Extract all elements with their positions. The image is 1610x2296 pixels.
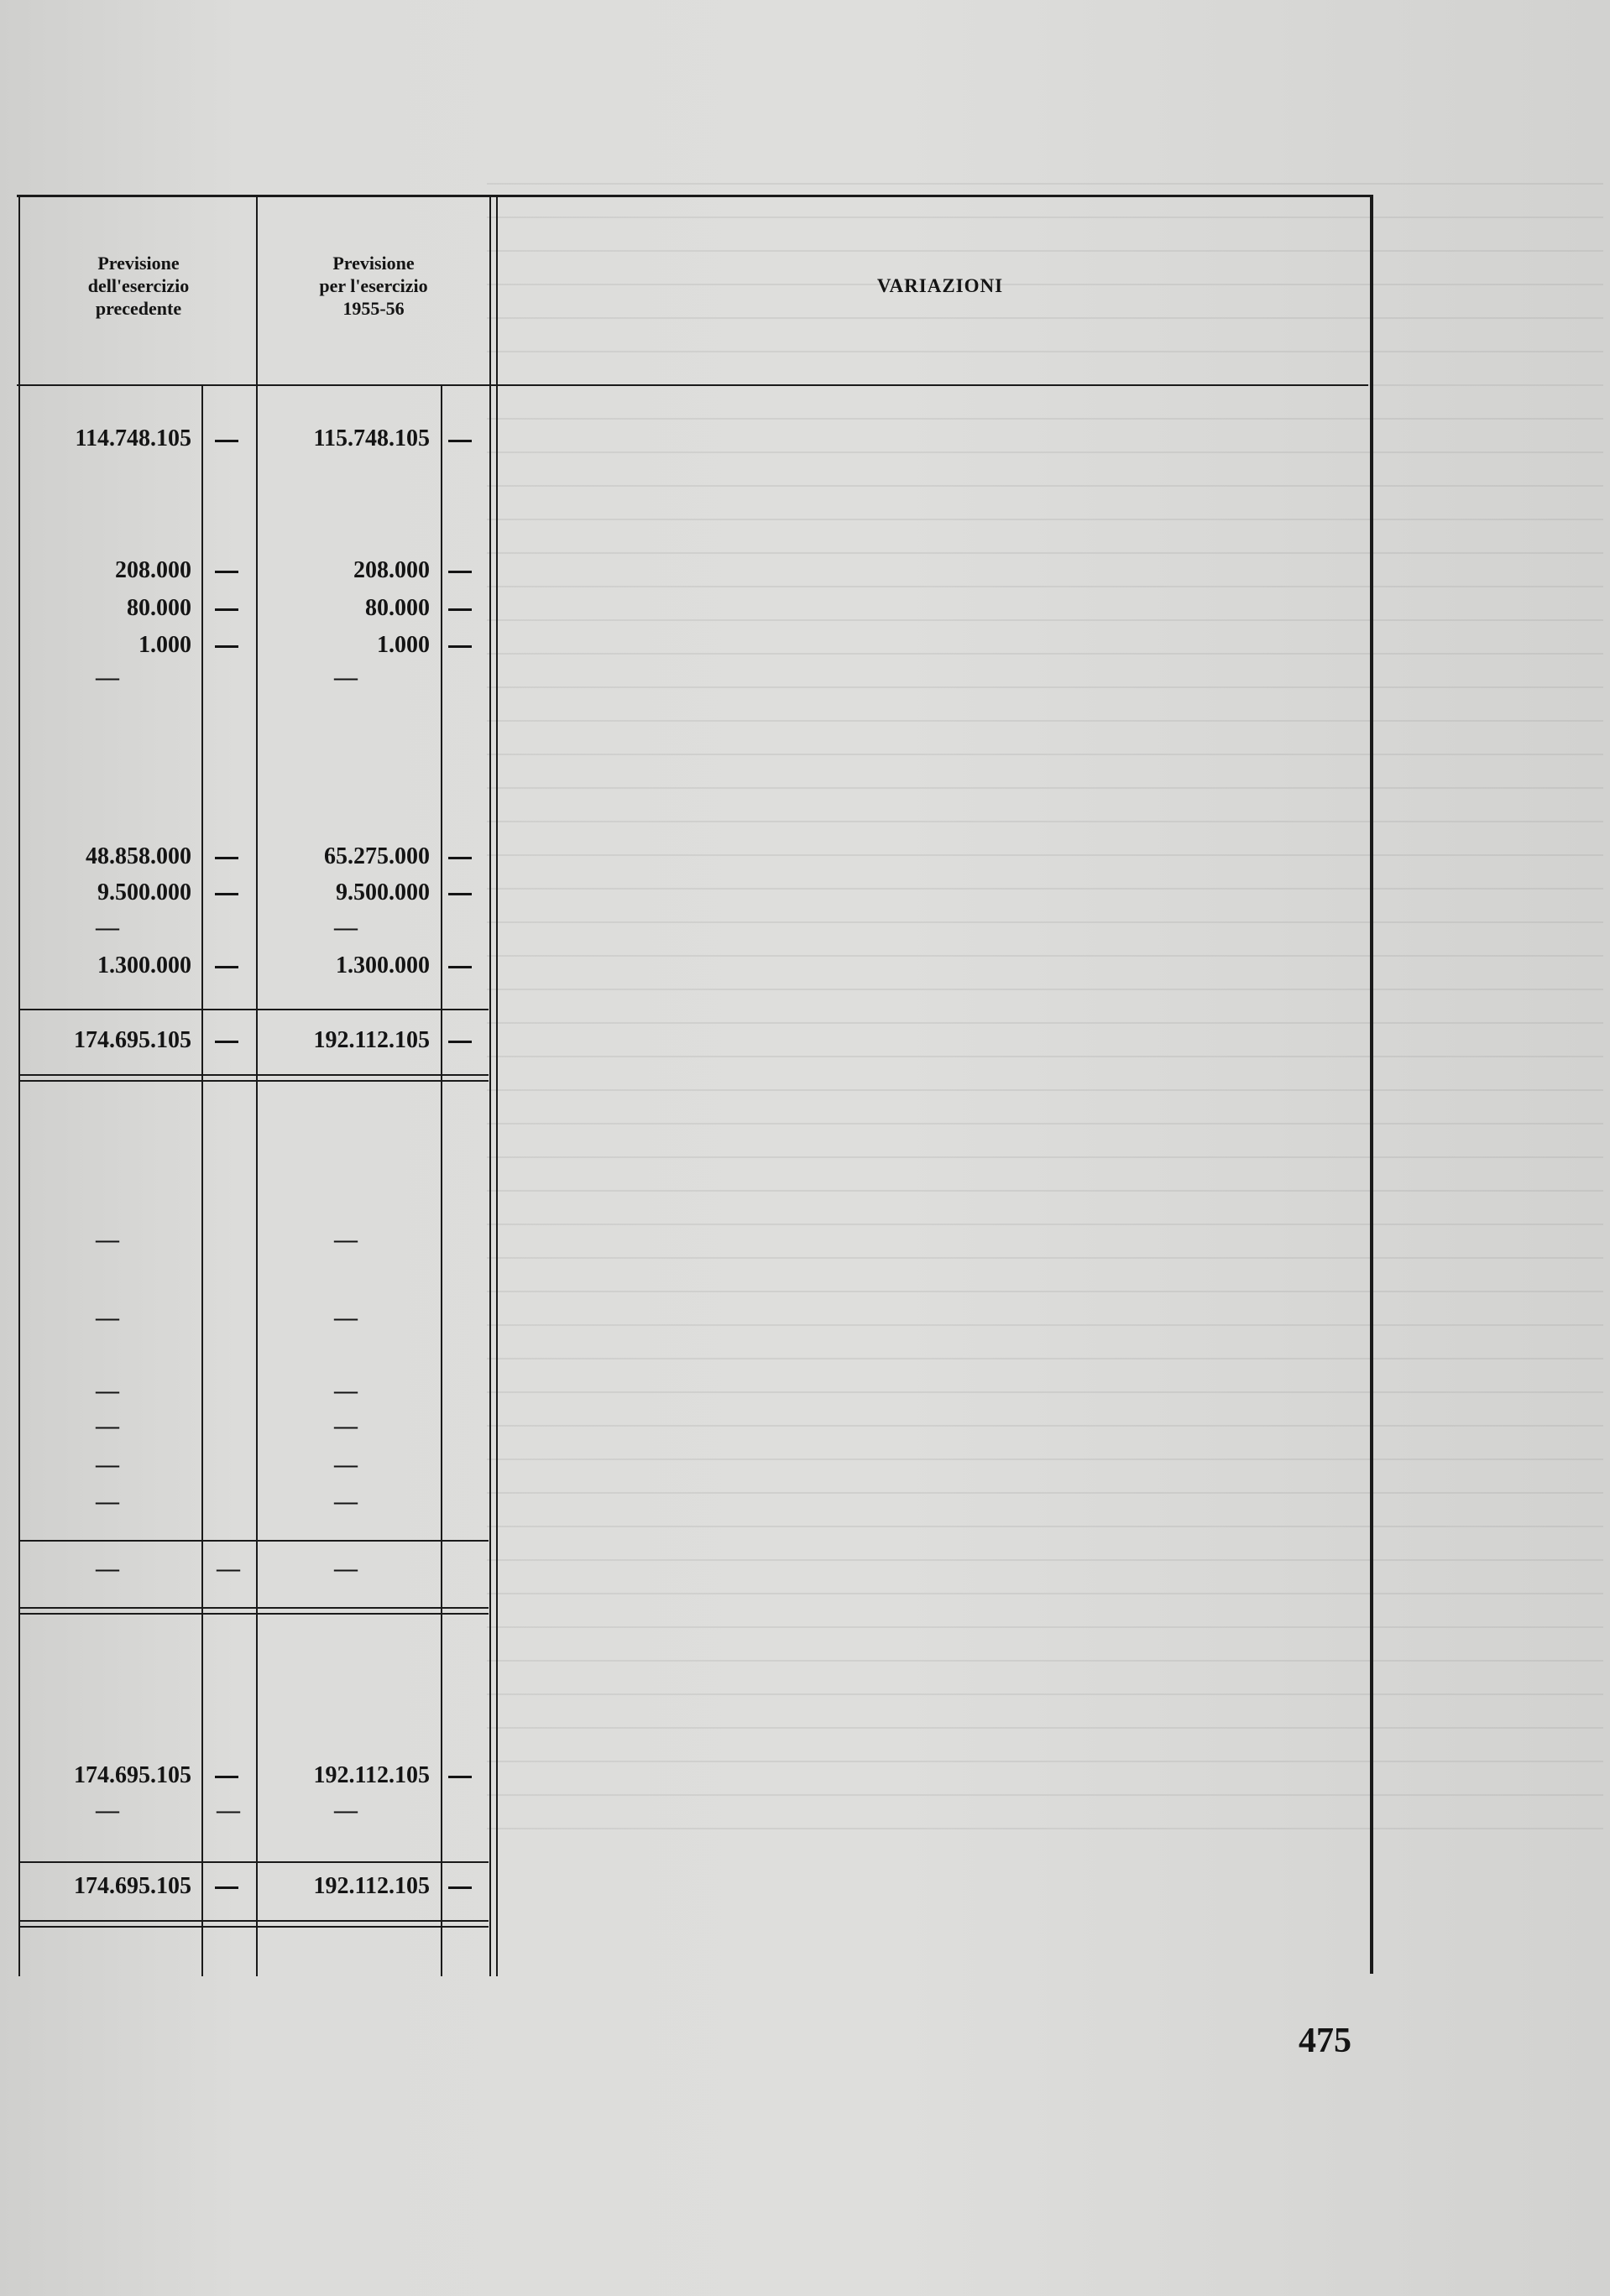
header-bottom-border <box>17 384 1368 386</box>
row9-dash-a <box>215 966 238 968</box>
row2-dash-b <box>448 571 472 573</box>
row7-prev: 9.500.000 <box>97 879 191 905</box>
row3-dash-a <box>215 608 238 611</box>
row4-dash-b <box>448 645 472 648</box>
row16-prev: — <box>96 1798 119 1824</box>
subtotal1-curr: 192.112.105 <box>313 1027 430 1053</box>
total1-curr: 192.112.105 <box>313 1762 430 1788</box>
row14-curr: — <box>334 1452 358 1478</box>
row14-prev: — <box>96 1452 119 1478</box>
page-number: 475 <box>1299 2022 1351 2060</box>
row1-dash-a <box>215 440 238 442</box>
row3-dash-b <box>448 608 472 611</box>
col-sep-b <box>256 197 258 1976</box>
total1-dash-a <box>215 1776 238 1778</box>
row11-prev: — <box>96 1305 119 1331</box>
bleed-through-text <box>487 151 1603 1829</box>
row1-curr: 115.748.105 <box>313 425 430 451</box>
row11-curr: — <box>334 1305 358 1331</box>
subtotal1-top-rule <box>18 1009 489 1010</box>
total1-dash-b <box>448 1776 472 1778</box>
total2-bottom-rule-1 <box>18 1920 489 1922</box>
row2-dash-a <box>215 571 238 573</box>
header-col2-line1: Previsione <box>332 253 415 274</box>
header-col2-line2: per l'esercizio <box>319 275 428 296</box>
row12-prev: — <box>96 1378 119 1404</box>
header-col2-line3: 1955-56 <box>342 298 405 319</box>
total1-prev: 174.695.105 <box>74 1762 191 1788</box>
row15-prev: — <box>96 1489 119 1515</box>
left-border <box>18 197 20 1976</box>
row8-curr: — <box>334 915 358 941</box>
subtotal1-dash-a <box>215 1041 238 1043</box>
total2-top-rule <box>18 1861 489 1863</box>
header-current-estimate <box>269 252 478 320</box>
row8-prev: — <box>96 915 119 941</box>
col-sep-a <box>201 386 203 1976</box>
header-variazioni: VARIAZIONI <box>876 275 1004 296</box>
header-col1-line3: precedente <box>95 298 182 319</box>
header-col1-line2: dell'esercizio <box>87 275 190 296</box>
row1-dash-b <box>448 440 472 442</box>
row7-dash-b <box>448 893 472 895</box>
subtotal2-bottom-rule-1 <box>18 1607 489 1609</box>
row6-prev: 48.858.000 <box>86 843 191 869</box>
header-previous-estimate <box>34 252 243 320</box>
row3-curr: 80.000 <box>365 595 430 621</box>
row4-dash-a <box>215 645 238 648</box>
row7-dash-a <box>215 893 238 895</box>
row6-curr: 65.275.000 <box>324 843 430 869</box>
row6-dash-a <box>215 857 238 859</box>
row2-prev: 208.000 <box>115 557 191 583</box>
total2-dash-a <box>215 1886 238 1889</box>
subtotal1-dash-b <box>448 1041 472 1043</box>
row15-curr: — <box>334 1489 358 1515</box>
subtotal2-curr: — <box>334 1556 358 1582</box>
total2-prev: 174.695.105 <box>74 1873 191 1899</box>
row16-curr: — <box>334 1798 358 1824</box>
subtotal2-bottom-rule-2 <box>18 1613 489 1615</box>
row4-prev: 1.000 <box>139 632 191 658</box>
subtotal2-mid: — <box>217 1556 240 1582</box>
row7-curr: 9.500.000 <box>336 879 430 905</box>
col-sep-d2 <box>496 197 498 1976</box>
subtotal1-prev: 174.695.105 <box>74 1027 191 1053</box>
row3-prev: 80.000 <box>127 595 191 621</box>
row13-prev: — <box>96 1413 119 1439</box>
right-border <box>1370 195 1373 1974</box>
col-sep-d1 <box>489 197 491 1976</box>
row9-curr: 1.300.000 <box>336 952 430 978</box>
row1-prev: 114.748.105 <box>75 425 191 451</box>
subtotal1-bottom-rule-2 <box>18 1080 489 1082</box>
row6-dash-b <box>448 857 472 859</box>
row12-curr: — <box>334 1378 358 1404</box>
row4-curr: 1.000 <box>377 632 430 658</box>
col-sep-c <box>441 386 442 1976</box>
row2-curr: 208.000 <box>353 557 430 583</box>
row13-curr: — <box>334 1413 358 1439</box>
header-col1-line1: Previsione <box>97 253 180 274</box>
row16-mid: — <box>217 1798 240 1824</box>
total2-curr: 192.112.105 <box>313 1873 430 1899</box>
total2-bottom-rule-2 <box>18 1926 489 1928</box>
row9-prev: 1.300.000 <box>97 952 191 978</box>
row10-prev: — <box>96 1227 119 1253</box>
subtotal1-bottom-rule-1 <box>18 1074 489 1076</box>
subtotal2-top-rule <box>18 1540 489 1542</box>
row10-curr: — <box>334 1227 358 1253</box>
row9-dash-b <box>448 966 472 968</box>
row5-prev: — <box>96 665 119 691</box>
top-border <box>17 195 1372 197</box>
subtotal2-prev: — <box>96 1556 119 1582</box>
total2-dash-b <box>448 1886 472 1889</box>
row5-curr: — <box>334 665 358 691</box>
